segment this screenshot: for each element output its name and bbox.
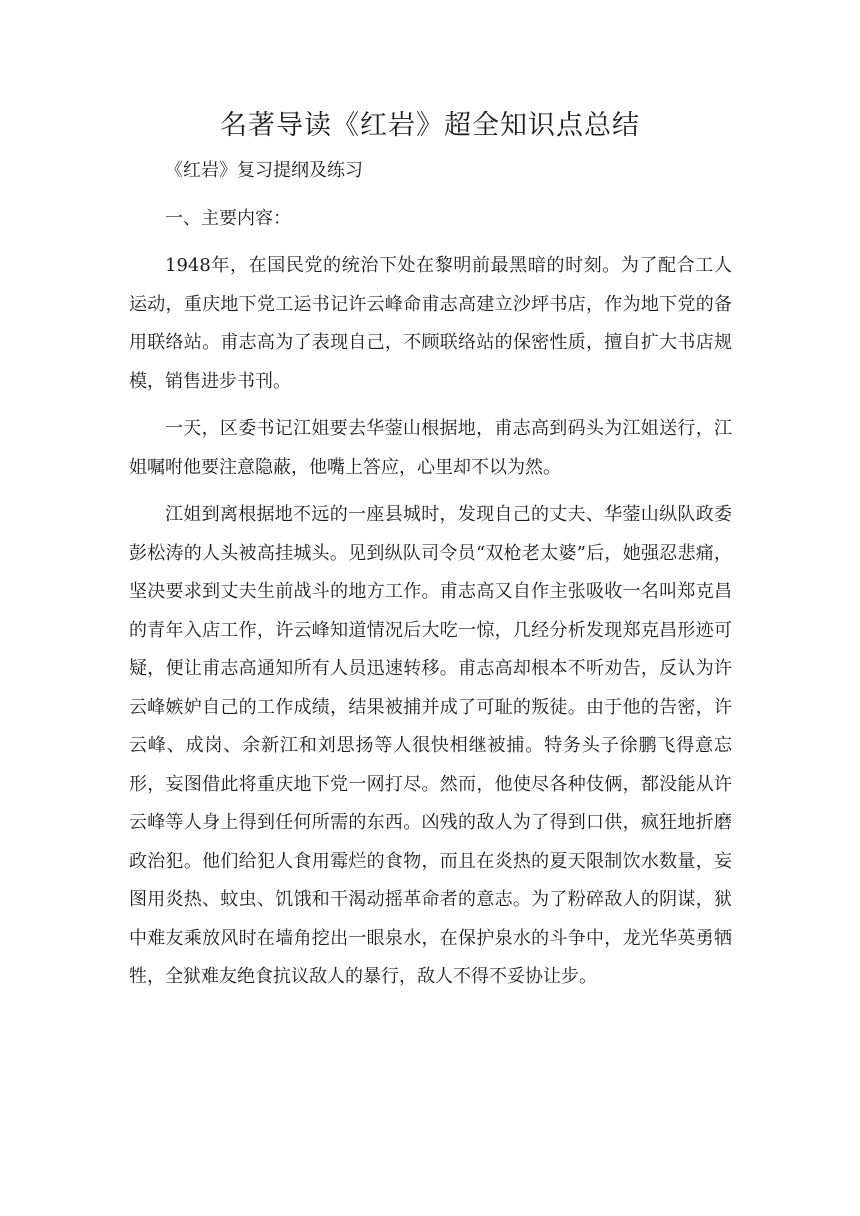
document-body [129,152,732,1006]
section-heading: 一、主要内容： [165,207,291,229]
body-paragraph: 1948年，在国民党的统治下处在黎明前最黑暗的时刻。为了配合工人运动，重庆地下党工运书记许云峰命甫志高建立沙坪书店，作为地下党的备用联络站。甫志高为了表现自己，不顾联络站的保密性质，擅自扩大书店规模，销售进步书刊。 [129,255,732,392]
body-paragraph: 江姐到离根据地不远的一座县城时，发现自己的丈夫、华蓥山纵队政委彭松涛的人头被高挂城头。见到纵队司令员“双枪老太婆”后，她强忍悲痛，坚决要求到丈夫生前战斗的地方工作。甫志高又自作主张吸收一名叫郑克昌的青年入店工作，许云峰知道情况后大吃一惊，几经分析发现郑克昌形迹可疑，便让甫志高通知所有人员迅速转移。甫志高却根本不听劝告，反认为许云峰嫉妒自己的工作成绩，结果被捕并成了可耻的叛徒。由于他的告密，许云峰、成岗、余新江和刘思扬等人很快相继被捕。特务头子徐鹏飞得意忘形，妄图借此将重庆地下党一网打尽。然而，他使尽各种伎俩，都没能从许云峰等人身上得到任何所需的东西。凶残的敌人为了得到口供，疯狂地折磨政治犯。他们给犯人食用霉烂的食物，而且在炎热的夏天限制饮水数量，妄图用炎热、蚊虫、饥饿和干渴动摇革命者的意志。为了粉碎敌人的阴谋，狱中难友乘放风时在墙角挖出一眼泉水，在保护泉水的斗争中，龙光华英勇牺牲，全狱难友绝食抗议敌人的暴行，敌人不得不妥协让步。 [129,504,732,987]
document-subtitle: 《红岩》复习提纲及练习 [165,160,363,181]
body-paragraph: 一天，区委书记江姐要去华蓥山根据地，甫志高到码头为江姐送行，江姐嘱咐他要注意隐蔽，他嘴上答应，心里却不以为然。 [129,418,732,478]
document-title: 名著导读《红岩》超全知识点总结 [220,110,640,141]
